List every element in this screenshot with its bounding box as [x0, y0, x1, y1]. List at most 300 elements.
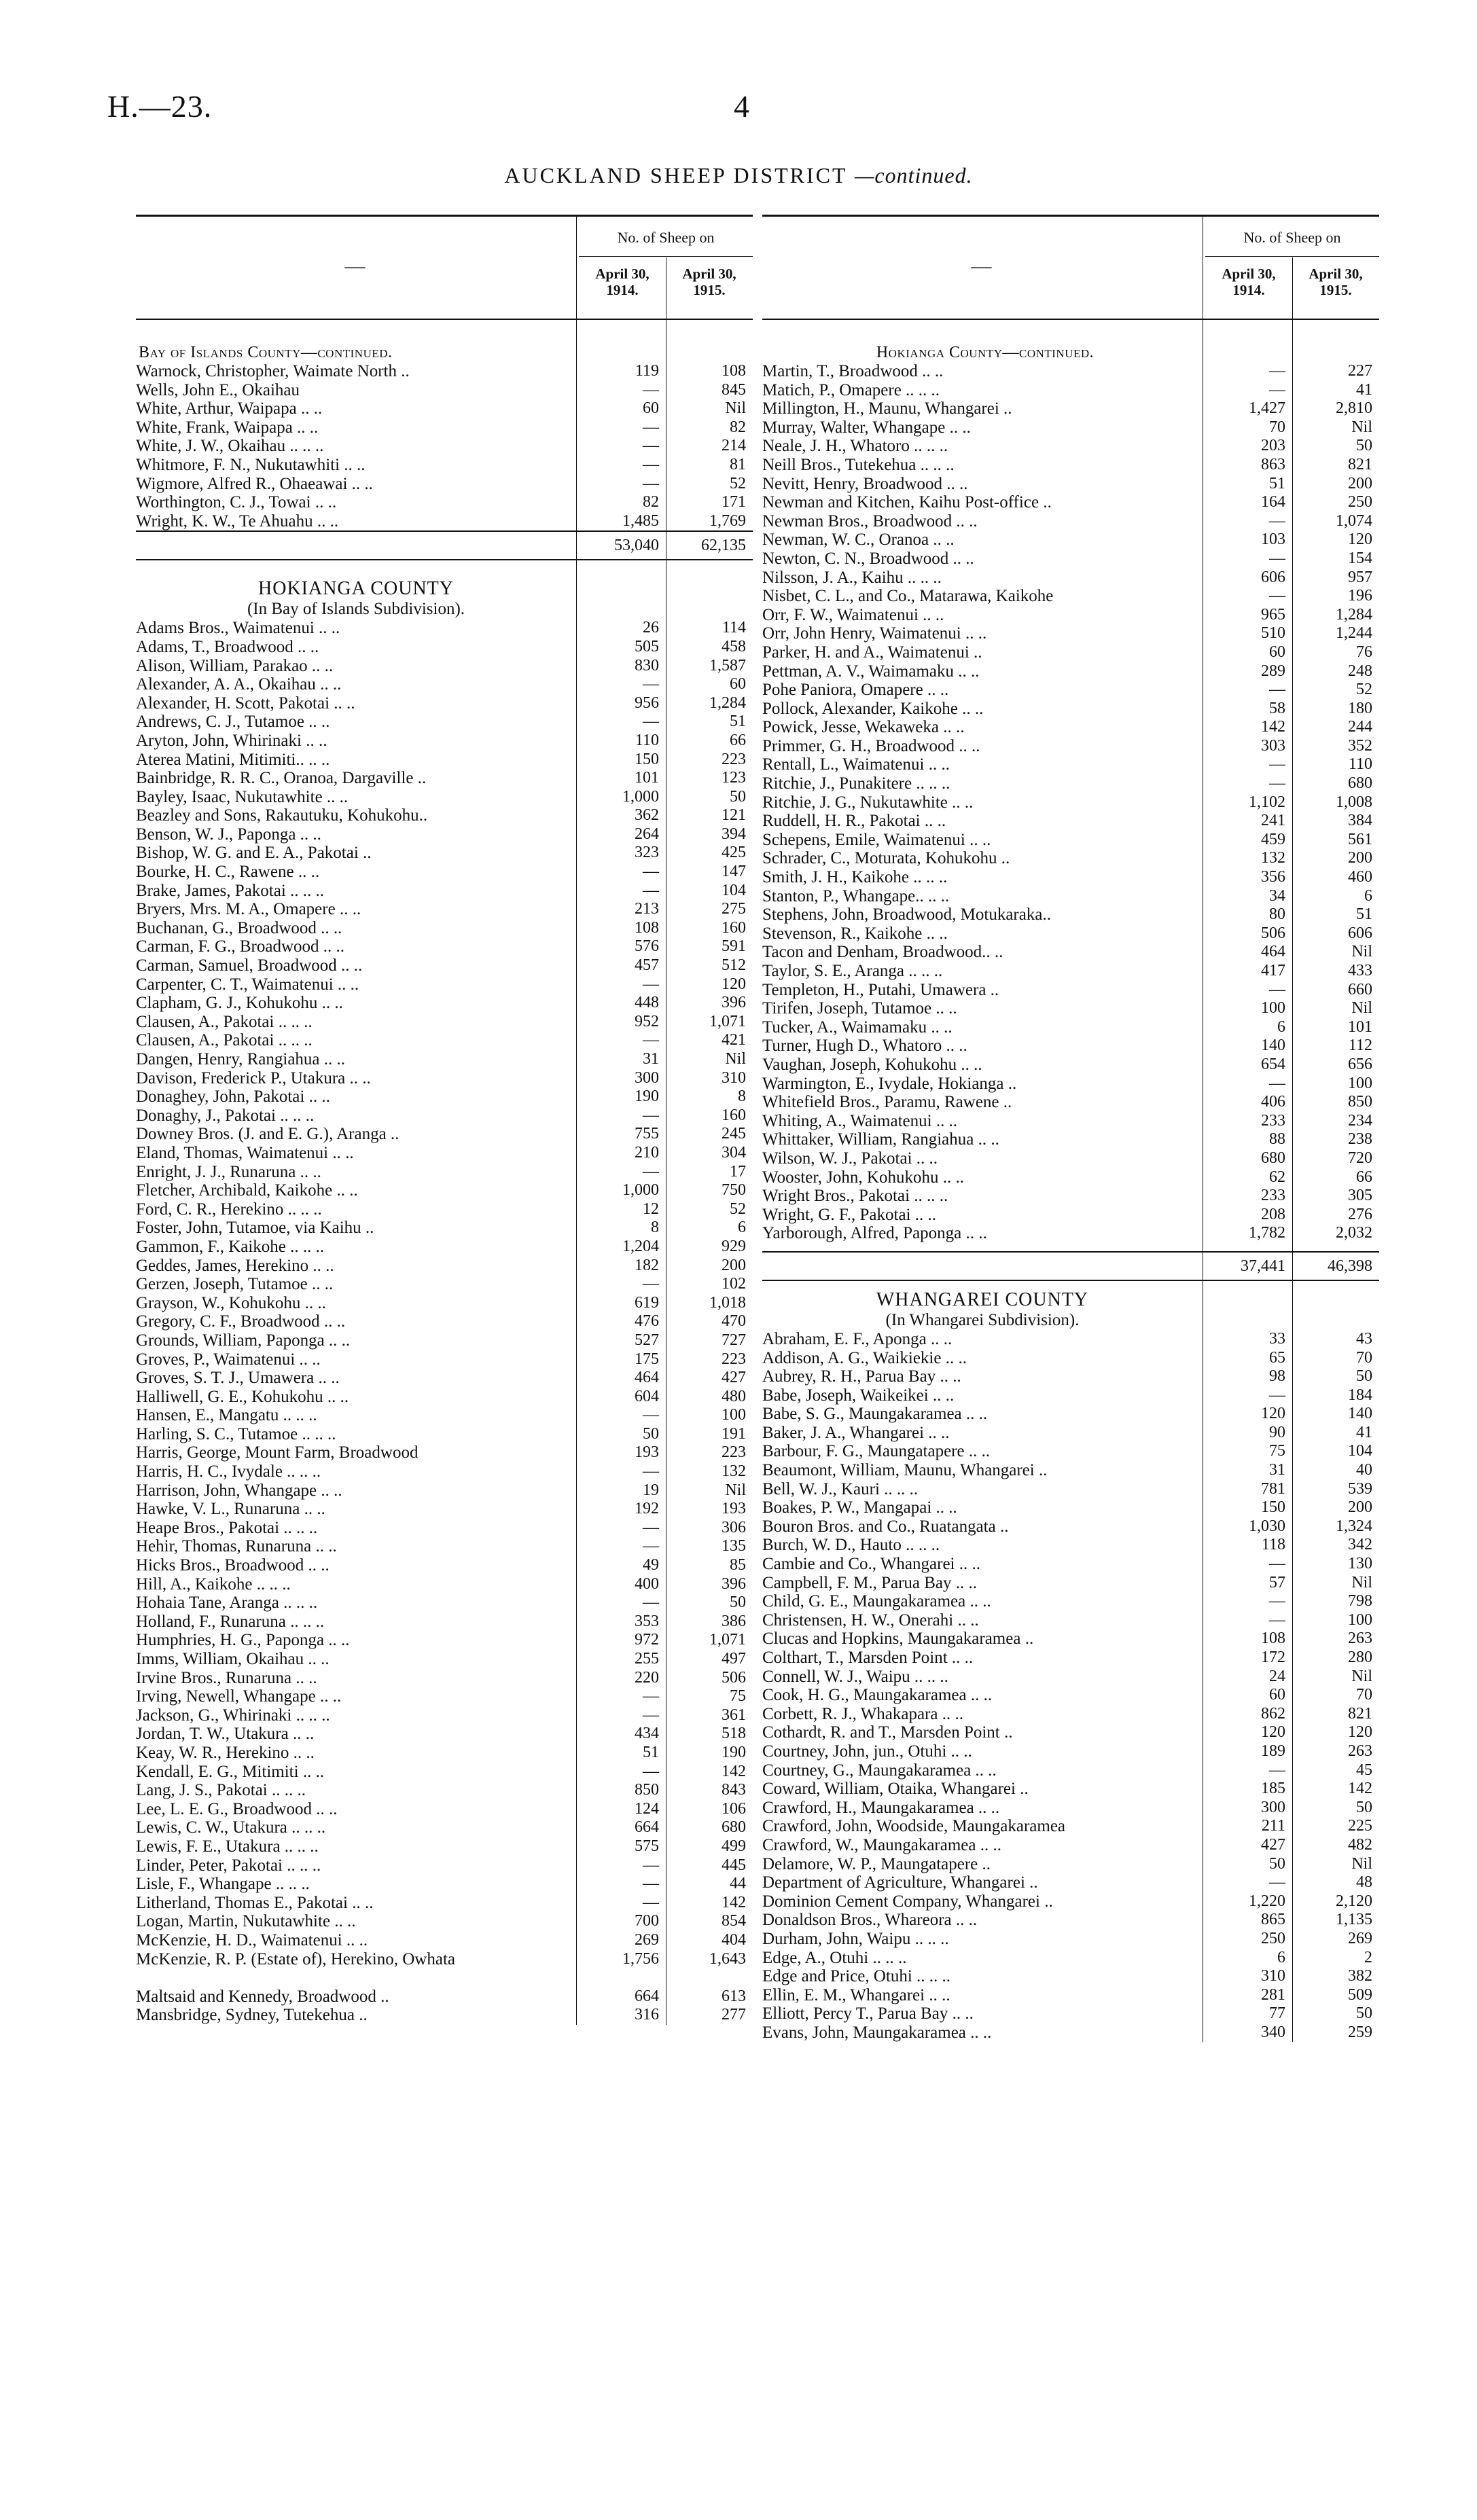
row-1914: 619 [635, 1293, 659, 1312]
row-name: Hehir, Thomas, Runaruna .. .. [136, 1537, 337, 1556]
row-name: Gerzen, Joseph, Tutamoe .. .. [136, 1275, 334, 1294]
row-1914: 289 [1261, 662, 1285, 680]
row-name: Lee, L. E. G., Broadwood .. .. [136, 1799, 338, 1818]
row-1915: 85 [730, 1556, 746, 1574]
row-1915: 234 [1348, 1111, 1372, 1130]
row-1914: 434 [635, 1725, 659, 1743]
table-row [136, 751, 753, 770]
row-1915: Nil [725, 1481, 746, 1499]
row-1914: — [643, 713, 659, 731]
row-name: Harris, H. C., Ivydale .. .. .. [136, 1462, 321, 1481]
table-row [762, 1093, 1379, 1112]
row-1915: 50 [1356, 437, 1372, 455]
row-1914: 50 [643, 1424, 659, 1443]
row-1915: 114 [722, 619, 746, 637]
row-name: Humphries, H. G., Paponga .. .. [136, 1631, 350, 1650]
row-name: Coward, William, Otaika, Whangarei .. [762, 1780, 1029, 1799]
right-table-header [762, 215, 1379, 320]
row-1914: 417 [1261, 962, 1285, 979]
row-name: Aubrey, R. H., Parua Bay .. .. [762, 1367, 961, 1386]
hokianga-rows [136, 619, 753, 1949]
row-1914: 406 [1261, 1093, 1285, 1111]
table-row [136, 1125, 753, 1144]
row-1915: 43 [1356, 1329, 1372, 1348]
row-name: Edge, A., Otuhi .. .. .. [762, 1948, 907, 1967]
header-year-1915 [1292, 266, 1379, 298]
table-row [136, 362, 753, 381]
row-name: Pohe Paniora, Omapere .. .. [762, 681, 949, 700]
row-1914: 575 [635, 1837, 659, 1855]
row-name: Delamore, W. P., Maungatapere .. [762, 1854, 991, 1873]
table-row [136, 1613, 753, 1632]
row-name: Imms, William, Okaihau .. .. [136, 1650, 330, 1668]
row-1914: 150 [635, 750, 659, 768]
table-row [762, 437, 1379, 456]
row-name: Andrews, C. J., Tutamoe .. .. [136, 713, 330, 732]
table-row [762, 1892, 1379, 1911]
row-1914: — [643, 1462, 659, 1481]
row-name: Crawford, H., Maungakaramea .. .. [762, 1798, 1000, 1817]
row-name: Hill, A., Kaikohe .. .. .. [136, 1574, 291, 1594]
row-name: Whitefield Bros., Paramu, Rawene .. [762, 1093, 1012, 1112]
row-name: White, Arthur, Waipapa .. .. [136, 399, 323, 418]
row-name: Hawke, V. L., Runaruna .. .. [136, 1500, 325, 1519]
row-1915: 120 [1348, 530, 1372, 549]
row-1914: 192 [635, 1500, 659, 1518]
row-1915: 160 [722, 1106, 746, 1124]
row-1915: 171 [722, 493, 746, 511]
row-name: White, Frank, Waipapa .. .. [136, 418, 319, 437]
row-1914: 24 [1269, 1667, 1285, 1685]
row-name: Rentall, L., Waimatenui .. .. [762, 755, 950, 774]
row-1914: 362 [635, 806, 659, 825]
row-1915: 52 [730, 474, 746, 492]
row-1915: 305 [1348, 1187, 1372, 1205]
table-row [762, 1206, 1379, 1225]
row-1914: 356 [1261, 868, 1285, 886]
row-name: Litherland, Thomas E., Pakotai .. .. [136, 1893, 374, 1912]
row-name: Crawford, John, Woodside, Maungakaramea [762, 1817, 1066, 1836]
table-row [762, 1873, 1379, 1892]
row-name: Stevenson, R., Kaikohe .. .. [762, 924, 948, 943]
row-name: Lewis, C. W., Utakura .. .. .. [136, 1818, 326, 1837]
table-row [762, 1649, 1379, 1668]
row-1915: 384 [1348, 812, 1372, 830]
header-group-label: No. of Sheep on [1243, 229, 1341, 246]
table-row [136, 1800, 753, 1819]
table-row [762, 1149, 1379, 1168]
table-row [136, 1462, 753, 1481]
table-row [136, 806, 753, 825]
table-row [762, 1668, 1379, 1687]
table-row [136, 1706, 753, 1725]
row-1914: 26 [643, 619, 659, 637]
table-row [762, 2023, 1379, 2042]
table-row [136, 882, 753, 901]
row-1915: 1,324 [1336, 1517, 1372, 1535]
row-1915: 106 [722, 1799, 746, 1818]
table-row [136, 1669, 753, 1688]
row-1915: 223 [722, 1443, 746, 1462]
table-row [762, 887, 1379, 906]
table-row [136, 1144, 753, 1163]
page-number: 4 [734, 89, 749, 124]
page-title-suffix: —continued. [854, 163, 973, 187]
table-row [762, 1761, 1379, 1780]
row-1914: 103 [1261, 530, 1285, 549]
row-1915: 48 [1356, 1873, 1372, 1892]
row-name: Cambie and Co., Whangarei .. .. [762, 1555, 980, 1574]
table-row [136, 1987, 753, 2006]
row-1914: 49 [643, 1556, 659, 1574]
right-column [762, 215, 1379, 2042]
row-1915: 2,032 [1336, 1224, 1372, 1242]
row-name: Hicks Bros., Broadwood .. .. [136, 1556, 330, 1575]
table-row [762, 1855, 1379, 1874]
table-row [762, 1130, 1379, 1149]
row-name: Stanton, P., Whangape.. .. .. [762, 886, 950, 905]
row-1914: — [643, 418, 659, 436]
row-1914: — [1269, 1555, 1285, 1573]
row-1915: 142 [722, 1762, 746, 1780]
table-row [762, 1187, 1379, 1206]
row-1914: 510 [1261, 624, 1285, 643]
row-name: Harling, S. C., Tutamoe .. .. .. [136, 1424, 336, 1443]
table-row [762, 1911, 1379, 1930]
row-1914: 865 [1261, 1911, 1285, 1929]
table-row [136, 381, 753, 400]
row-name: Corbett, R. J., Whakapara .. .. [762, 1704, 963, 1723]
table-row [136, 1650, 753, 1669]
row-name: Alexander, A. A., Okaihau .. .. [136, 675, 342, 694]
row-1915: 1,769 [709, 511, 746, 530]
row-1914: — [1269, 1761, 1285, 1779]
table-row [762, 681, 1379, 700]
row-name: Worthington, C. J., Towai .. .. [136, 493, 337, 512]
table-row [136, 1931, 753, 1950]
row-name: Whiting, A., Waimatenui .. .. [762, 1111, 958, 1130]
row-1915: Nil [1351, 418, 1372, 436]
row-1915: 263 [1348, 1742, 1372, 1760]
row-name: Gregory, C. F., Broadwood .. .. [136, 1312, 346, 1331]
row-name: Stephens, John, Broadwood, Motukaraka.. [762, 905, 1051, 924]
row-1914: — [643, 1518, 659, 1536]
row-1914: 850 [635, 1781, 659, 1799]
table-row [762, 718, 1379, 737]
row-name: Eland, Thomas, Waimatenui .. .. [136, 1143, 354, 1162]
row-1915: 1,008 [1336, 793, 1372, 811]
table-row [762, 362, 1379, 381]
header-group-label: No. of Sheep on [617, 229, 715, 246]
row-1915: 147 [722, 863, 746, 881]
table-row [136, 638, 753, 657]
row-1915: 41 [1356, 380, 1372, 399]
row-1915: 821 [1348, 1704, 1372, 1723]
row-1914: 6 [1277, 1948, 1285, 1966]
row-1915: 561 [1348, 830, 1372, 848]
row-1915: 8 [738, 1087, 746, 1106]
table-row [136, 512, 753, 531]
row-1914: — [1269, 511, 1285, 530]
row-name: Mansbridge, Sydney, Tutekehua .. [136, 2006, 368, 2025]
row-1915: 427 [722, 1369, 746, 1387]
row-1915: 160 [722, 918, 746, 937]
row-name: Whitmore, F. N., Nukutawhiti .. .. [136, 455, 366, 474]
row-1914: — [1269, 380, 1285, 399]
table-row [762, 1349, 1379, 1368]
row-name: Adams Bros., Waimatenui .. .. [136, 619, 340, 638]
row-name: Courtney, G., Maungakaramea .. .. [762, 1761, 997, 1780]
row-1915: 845 [722, 380, 746, 399]
row-name: Turner, Hugh D., Whatoro .. .. [762, 1037, 967, 1056]
row-1914: 310 [1261, 1967, 1285, 1985]
row-1915: 200 [1348, 849, 1372, 867]
row-1914: 12 [643, 1200, 659, 1218]
row-1915: 130 [1348, 1555, 1372, 1573]
row-1915: 108 [722, 362, 746, 380]
row-name: Parker, H. and A., Waimatenui .. [762, 643, 982, 662]
row-name: Christensen, H. W., Onerahi .. .. [762, 1610, 979, 1630]
row-1915: 238 [1348, 1130, 1372, 1149]
row-name: Addison, A. G., Waikiekie .. .. [762, 1348, 967, 1367]
row-1915: 142 [1348, 1780, 1372, 1798]
row-1915: 458 [722, 637, 746, 655]
row-name: Murray, Walter, Whangape .. .. [762, 418, 971, 437]
row-1915: Nil [725, 399, 746, 418]
row-1914: 208 [1261, 1205, 1285, 1223]
table-row [762, 1630, 1379, 1649]
table-row [762, 1330, 1379, 1349]
row-1914: 606 [1261, 568, 1285, 586]
table-row [136, 1781, 753, 1800]
row-1915: 60 [730, 675, 746, 694]
left-table-body [136, 320, 753, 2025]
table-row [762, 962, 1379, 981]
table-row [762, 530, 1379, 550]
row-name: Templeton, H., Putahi, Umawera .. [762, 980, 999, 999]
row-1915: 50 [1356, 1367, 1372, 1386]
row-1915: 506 [722, 1668, 746, 1687]
table-row [762, 1517, 1379, 1536]
table-row [762, 606, 1379, 625]
row-name: Colthart, T., Marsden Point .. .. [762, 1649, 974, 1667]
row-1915: 193 [722, 1500, 746, 1518]
row-1914: 190 [635, 1087, 659, 1106]
table-row [136, 1950, 753, 1987]
row-1915: 1,071 [709, 1631, 746, 1649]
row-name: Orr, John Henry, Waimatenui .. .. [762, 624, 987, 643]
row-1915: 75 [730, 1687, 746, 1706]
row-1915: Nil [1351, 1854, 1372, 1873]
row-1914: 755 [635, 1125, 659, 1143]
row-1914: 51 [643, 1743, 659, 1761]
row-name: Harrison, John, Whangape .. .. [136, 1481, 342, 1500]
row-1914: 6 [1277, 1018, 1285, 1036]
row-1915: 120 [722, 975, 746, 993]
row-name: Vaughan, Joseph, Kohukohu .. .. [762, 1055, 982, 1074]
row-name: Clausen, A., Pakotai .. .. .. [136, 1012, 313, 1031]
row-name: Dangen, Henry, Rangiahua .. .. [136, 1050, 346, 1068]
table-row [762, 981, 1379, 1000]
row-1914: 65 [1269, 1348, 1285, 1367]
row-name: Ellin, E. M., Whangarei .. .. [762, 1985, 950, 2004]
row-1914: 132 [1261, 849, 1285, 867]
row-1915: 132 [722, 1462, 746, 1481]
row-name: Geddes, James, Herekino .. .. [136, 1256, 334, 1275]
table-row [762, 1056, 1379, 1075]
row-1914: 142 [1261, 718, 1285, 736]
table-row [136, 1163, 753, 1182]
header-year-2: 1915. [1319, 282, 1352, 298]
table-row [762, 1705, 1379, 1724]
row-1914: 75 [1269, 1442, 1285, 1460]
table-row [762, 905, 1379, 924]
row-1914: — [643, 1406, 659, 1424]
table-row [762, 831, 1379, 850]
row-1914: 8 [651, 1219, 659, 1237]
row-name: Carman, F. G., Broadwood .. .. [136, 937, 344, 956]
table-row [762, 1930, 1379, 1949]
table-row [762, 512, 1379, 531]
row-1914: 1,756 [622, 1949, 659, 1968]
row-1915: 280 [1348, 1649, 1372, 1666]
row-1915: 100 [1348, 1074, 1372, 1092]
row-1914: — [1269, 681, 1285, 699]
hokianga-county-heading: HOKIANGA COUNTY [258, 578, 454, 600]
row-name: Irving, Newell, Whangape .. .. [136, 1687, 342, 1706]
row-name: Wigmore, Alfred R., Ohaeawai .. .. [136, 474, 373, 493]
page-code: H.—23. [107, 89, 213, 124]
table-row [136, 456, 753, 475]
row-1914: 323 [635, 844, 659, 862]
header-year-1915 [666, 266, 753, 298]
row-1914: — [1269, 1610, 1285, 1629]
row-1914: 459 [1261, 830, 1285, 848]
row-1915: 2,120 [1336, 1892, 1372, 1910]
row-1914: 108 [1261, 1630, 1285, 1648]
row-1915: 70 [1356, 1348, 1372, 1367]
table-row [136, 975, 753, 994]
row-1914: 281 [1261, 1985, 1285, 2004]
row-1914: 210 [635, 1143, 659, 1162]
row-1915: 1,643 [709, 1949, 746, 1968]
row-1915: 277 [722, 2006, 746, 2024]
row-1915: 421 [722, 1031, 746, 1049]
row-name: Adams, T., Broadwood .. .. [136, 637, 319, 656]
row-1914: 264 [635, 825, 659, 843]
row-name: Cook, H. G., Maungakaramea .. .. [762, 1686, 993, 1705]
table-row [762, 1112, 1379, 1131]
table-row [136, 1388, 753, 1407]
row-1914: — [643, 437, 659, 455]
row-name: Logan, Martin, Nukutawhite .. .. [136, 1912, 356, 1931]
row-1915: 425 [722, 844, 746, 862]
row-1915: 6 [738, 1219, 746, 1237]
row-1915: 81 [730, 455, 746, 473]
row-name: Nilsson, J. A., Kaihu .. .. .. [762, 568, 942, 587]
row-1915: 497 [722, 1650, 746, 1668]
row-1915: 342 [1348, 1536, 1372, 1554]
row-1914: — [643, 1031, 659, 1049]
row-1915: 66 [1356, 1168, 1372, 1186]
row-1914: 952 [635, 1012, 659, 1030]
row-1914: 175 [635, 1350, 659, 1368]
row-1915: 142 [722, 1893, 746, 1911]
table-row [762, 418, 1379, 437]
row-name: Enright, J. J., Runaruna .. .. [136, 1162, 321, 1181]
row-name: Newman and Kitchen, Kaihu Post-office .. [762, 493, 1052, 512]
row-1915: Nil [1351, 999, 1372, 1018]
table-row [136, 619, 753, 638]
table-row [762, 1817, 1379, 1836]
row-name: Babe, S. G., Maungakaramea .. .. [762, 1405, 988, 1424]
table-row [136, 1181, 753, 1200]
row-name: Bainbridge, R. R. C., Oranoa, Dargaville .. [136, 769, 427, 788]
row-1914: — [643, 1856, 659, 1874]
row-1914: 427 [1261, 1835, 1285, 1854]
row-1914: 448 [635, 994, 659, 1012]
table-row [136, 1050, 753, 1069]
row-1915: 104 [1348, 1442, 1372, 1460]
table-row [136, 994, 753, 1013]
table-row [762, 1224, 1379, 1243]
row-1914: 680 [1261, 1149, 1285, 1167]
row-name: Warnock, Christopher, Waimate North .. [136, 362, 410, 380]
row-1915: 196 [1348, 587, 1372, 605]
table-row [762, 700, 1379, 719]
table-row [136, 2006, 753, 2025]
row-1915: 929 [722, 1237, 746, 1255]
row-1914: 476 [635, 1312, 659, 1331]
table-row [136, 1275, 753, 1294]
table-row [136, 1257, 753, 1276]
table-row [762, 868, 1379, 887]
row-1915: 656 [1348, 1055, 1372, 1073]
row-1915: 101 [1348, 1018, 1372, 1036]
row-1914: 664 [635, 1987, 659, 2005]
row-1914: — [1269, 549, 1285, 567]
row-1915: 52 [730, 1200, 746, 1218]
row-1914: 303 [1261, 736, 1285, 755]
row-1914: 172 [1261, 1649, 1285, 1666]
row-1915: 304 [722, 1143, 746, 1162]
row-1914: — [643, 1875, 659, 1893]
row-1914: 1,782 [1249, 1224, 1285, 1242]
row-name: Yarborough, Alfred, Paponga .. .. [762, 1224, 987, 1243]
row-name: Halliwell, G. E., Kohukohu .. .. [136, 1387, 349, 1406]
row-name: Martin, T., Broadwood .. .. [762, 362, 944, 380]
table-row [762, 1367, 1379, 1386]
row-1915: 1,587 [709, 656, 746, 674]
row-1914: 1,000 [622, 1181, 659, 1200]
row-1914: 120 [1261, 1723, 1285, 1742]
table-row [762, 1461, 1379, 1480]
table-row [136, 1763, 753, 1782]
total-1915: 62,135 [701, 537, 746, 555]
row-1915: 112 [1348, 1037, 1372, 1055]
row-name: Grayson, W., Kohukohu .. .. [136, 1293, 326, 1312]
row-1914: 60 [1269, 643, 1285, 661]
table-row [762, 755, 1379, 774]
row-name: Abraham, E. F., Aponga .. .. [762, 1329, 953, 1348]
row-name: Durham, John, Waipu .. .. .. [762, 1929, 949, 1948]
table-row [136, 1013, 753, 1032]
row-1915: 110 [1348, 755, 1372, 774]
row-1914: — [1269, 362, 1285, 380]
hokianga-rows-end [136, 1987, 753, 2025]
row-1914: 98 [1269, 1367, 1285, 1386]
row-1914: 51 [1269, 474, 1285, 492]
